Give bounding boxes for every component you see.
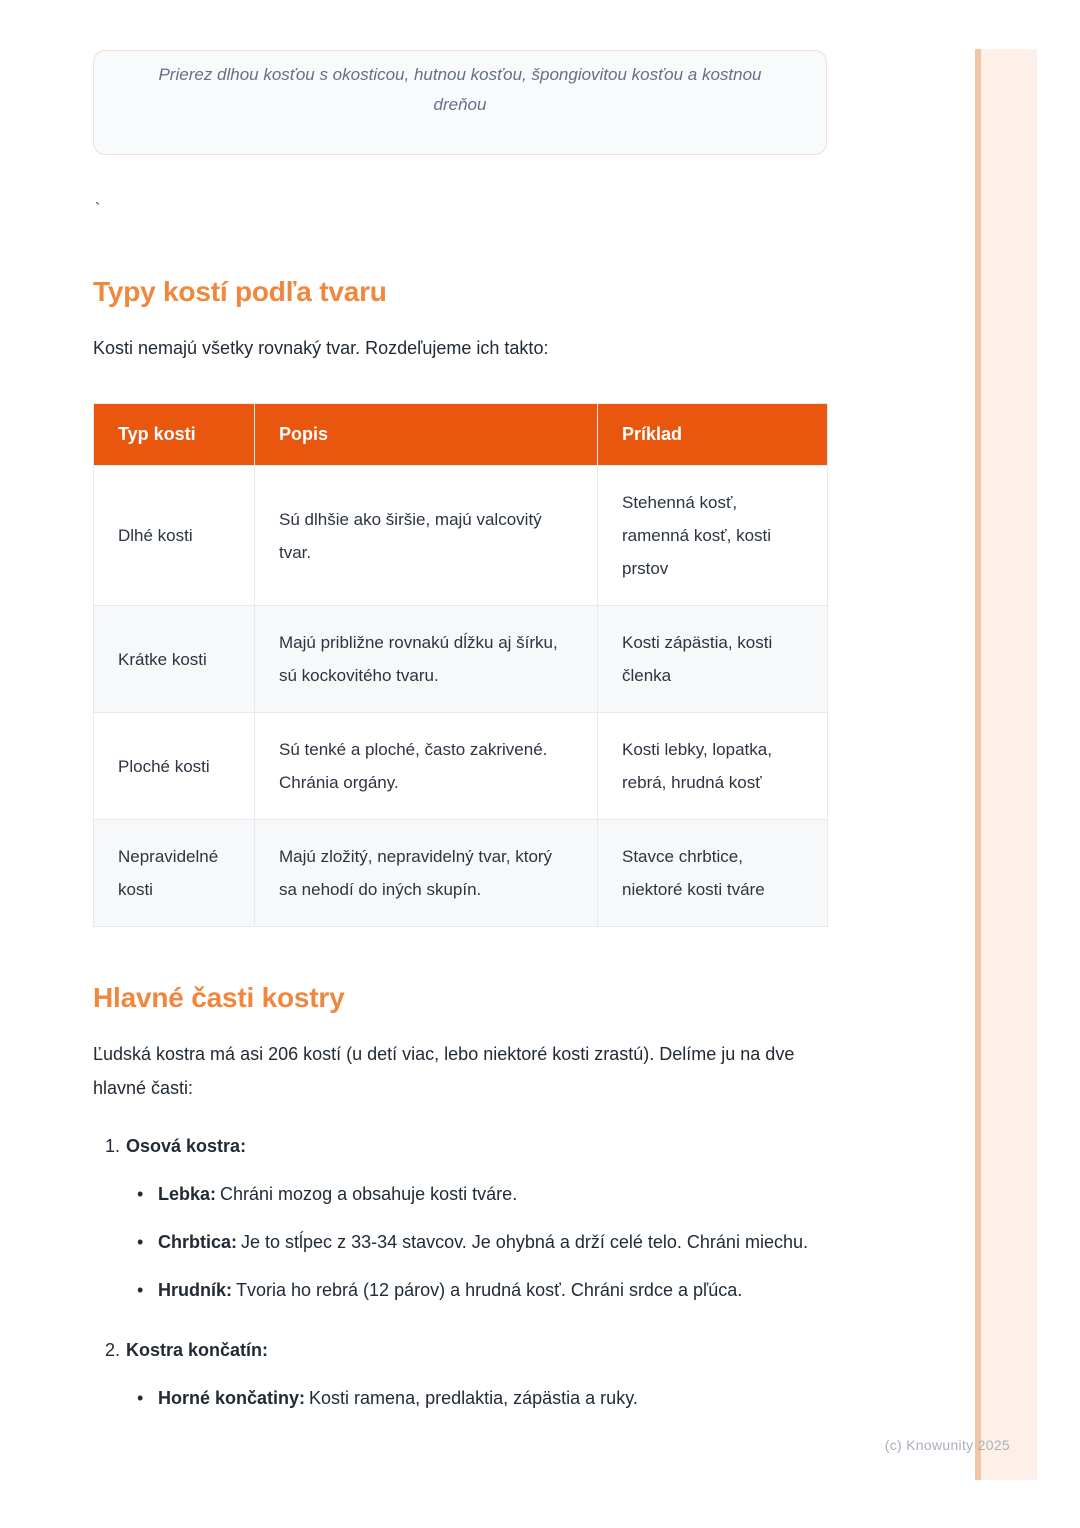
cell-example: Kosti zápästia, kosti členka (598, 606, 828, 713)
stripe-panel (981, 49, 1037, 1480)
stray-backtick: ` (95, 201, 101, 218)
cell-description: Sú tenké a ploché, často zakrivené. Chránia orgány. (255, 713, 598, 820)
list-group-limbs (93, 1333, 827, 1415)
table-header-popis: Popis (255, 404, 598, 466)
sublist (93, 1381, 827, 1415)
list-item (93, 1225, 827, 1259)
table-header-row (94, 404, 828, 466)
list-item-text: Chrbtica: Je to stĺpec z 33-34 stavcov. Je ohybná a drží celé telo. Chráni miechu. (158, 1232, 808, 1252)
cell-description: Majú približne rovnakú dĺžku aj šírku, sú kockovitého tvaru. (255, 606, 598, 713)
cell-type: Nepravidelné kosti (94, 820, 255, 927)
sublist (93, 1177, 827, 1307)
cell-description: Majú zložitý, nepravidelný tvar, ktorý sa nehodí do iných skupín. (255, 820, 598, 927)
skeleton-parts-list (93, 1129, 827, 1415)
section-title-skeleton-parts: Hlavné časti kostry (93, 982, 345, 1013)
list-item (93, 1333, 827, 1367)
list-item (93, 1177, 827, 1211)
list-item-text: Horné končatiny: Kosti ramena, predlaktia, zápästia a ruky. (158, 1388, 638, 1408)
cell-example: Kosti lebky, lopatka, rebrá, hrudná kosť (598, 713, 828, 820)
cell-type: Dlhé kosti (94, 466, 255, 606)
copyright-notice: (c) Knowunity 2025 (884, 1437, 1010, 1453)
figure-caption-card (93, 50, 827, 155)
document-content (93, 0, 827, 1415)
table-row (94, 466, 828, 606)
cell-example: Stehenná kosť, ramenná kosť, kosti prstov (598, 466, 828, 606)
cell-example: Stavce chrbtice, niektoré kosti tváre (598, 820, 828, 927)
bullet-icon (137, 1177, 158, 1211)
list-label: Osová kostra: (126, 1136, 247, 1156)
list-item (93, 1129, 827, 1163)
cell-type: Ploché kosti (94, 713, 255, 820)
list-item-text: Hrudník: Tvoria ho rebrá (12 párov) a hrudná kosť. Chráni srdce a pľúca. (158, 1280, 743, 1300)
right-margin-decoration (975, 49, 1037, 1480)
bullet-icon (137, 1381, 158, 1415)
table-row (94, 820, 828, 927)
bullet-icon (137, 1273, 158, 1307)
list-number: 1. (105, 1136, 121, 1156)
section2-intro: Ľudská kostra má asi 206 kostí (u detí viac, lebo niektoré kosti zrastú). Delíme ju na dve hlavné časti: (93, 1044, 795, 1098)
list-label: Kostra končatín: (126, 1340, 269, 1360)
table-header-typ-kosti: Typ kosti (94, 404, 255, 466)
figure-caption-text: Prierez dlhou kosťou s okosticou, hutnou kosťou, špongiovitou kosťou a kostnou dreňou (158, 65, 762, 114)
list-item-text: Lebka: Chráni mozog a obsahuje kosti tváre. (158, 1184, 518, 1204)
bullet-icon (137, 1225, 158, 1259)
list-number: 2. (105, 1340, 121, 1360)
table-header-priklad: Príklad (598, 404, 828, 466)
section-title-bone-types: Typy kostí podľa tvaru (93, 276, 387, 307)
list-item (93, 1381, 827, 1415)
cell-description: Sú dlhšie ako širšie, majú valcovitý tvar. (255, 466, 598, 606)
section1-intro: Kosti nemajú všetky rovnaký tvar. Rozdeľujeme ich takto: (93, 338, 549, 358)
list-group-axial (93, 1129, 827, 1307)
table-row (94, 713, 828, 820)
cell-type: Krátke kosti (94, 606, 255, 713)
list-item (93, 1273, 827, 1307)
bone-types-table (93, 403, 828, 927)
table-row (94, 606, 828, 713)
